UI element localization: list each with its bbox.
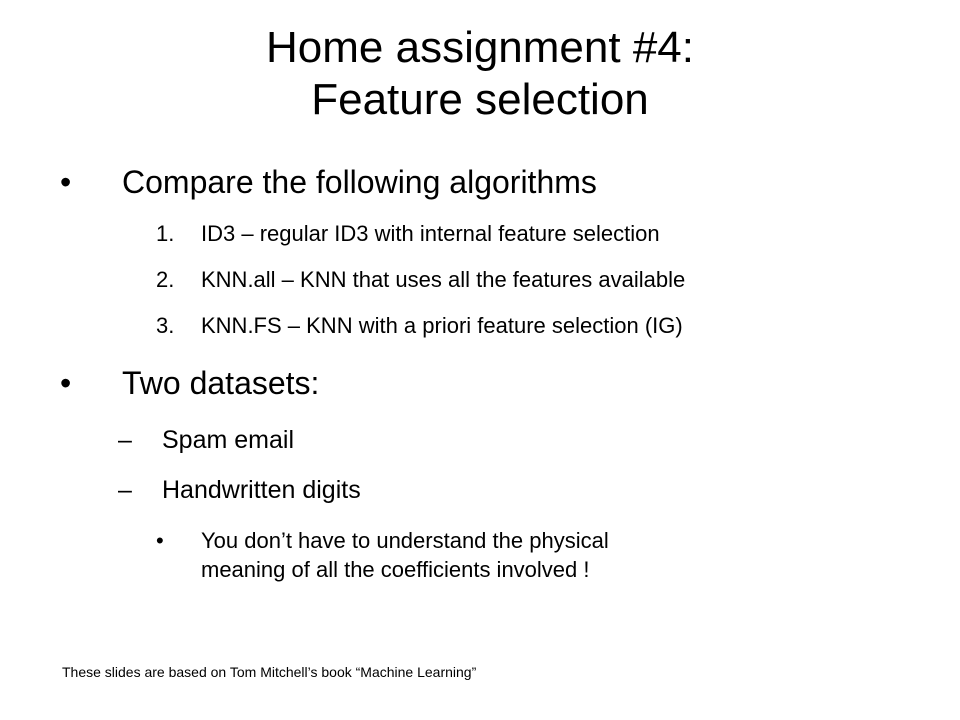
note-line-1: You don’t have to understand the physical: [201, 528, 609, 553]
note-line-2: meaning of all the coefficients involved !: [201, 557, 590, 582]
item-text: ID3 – regular ID3 with internal feature selection: [201, 221, 660, 246]
bullet-text: Two datasets:: [122, 365, 320, 401]
bullet-mark: •: [60, 164, 72, 200]
bullet-mark: •: [60, 365, 72, 401]
dash-mark: –: [118, 476, 132, 504]
dataset-text: Spam email: [162, 426, 294, 454]
dataset-text: Handwritten digits: [162, 476, 361, 504]
slide-title: [0, 22, 960, 126]
title-line-1: Home assignment #4:: [266, 23, 694, 72]
title-line-2: Feature selection: [311, 75, 649, 124]
item-number: 1.: [156, 221, 175, 246]
item-number: 2.: [156, 267, 175, 292]
item-text: KNN.all – KNN that uses all the features available: [201, 267, 686, 292]
item-number: 3.: [156, 313, 175, 338]
sub-bullet-mark: •: [156, 528, 164, 553]
bullet-text: Compare the following algorithms: [122, 164, 597, 200]
note-text: [201, 526, 821, 584]
footer-source-note: These slides are based on Tom Mitchell’s book “Machine Learning”: [62, 664, 477, 680]
item-text: KNN.FS – KNN with a priori feature selection (IG): [201, 313, 683, 338]
dash-mark: –: [118, 426, 132, 454]
